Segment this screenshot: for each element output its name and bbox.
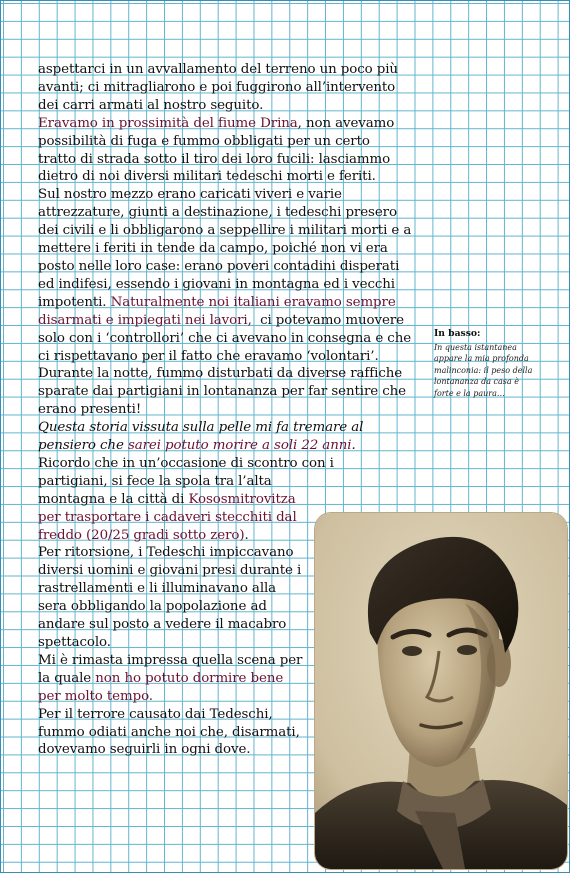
text-line: rastrellamenti e li illuminavano alla	[38, 581, 277, 597]
highlight-text: non ho potuto dormire bene	[95, 670, 284, 686]
text-line: Per il terrore causato dai Tedeschi,	[38, 706, 273, 722]
text-line: solo con i ‘controllori’ che ci avevano in consegna e che	[38, 330, 412, 346]
text-line: posto nelle loro case: erano poveri contadini disperati	[38, 258, 400, 274]
text-line: diversi uomini e giovani presi durante i	[38, 563, 302, 579]
text-line: dei civili e li obbligarono a seppellire i militari morti e a	[38, 223, 412, 239]
highlight-text: Kososmitrovitza	[188, 491, 296, 507]
text-line: spettacolo.	[38, 635, 111, 650]
caption-body	[434, 342, 554, 400]
text-line: andare sul posto a vedere il macabro	[38, 617, 287, 633]
text-line: possibilità di fuga e fummo obbligati per un certo	[38, 133, 370, 149]
text-line	[38, 437, 420, 455]
caption-line: lontananza da casa è	[434, 377, 519, 387]
portrait-illustration	[315, 513, 567, 869]
text-fragment: , non avevamo	[297, 115, 395, 131]
text-line	[38, 294, 420, 312]
highlight-text: sarei potuto morire a soli 22 anni	[127, 438, 352, 454]
text-line: sparate dai partigiani in lontananza per far sentire che	[38, 384, 406, 400]
text-line: fummo odiati anche noi che, disarmati,	[38, 724, 300, 740]
text-line: ci rispettavano per il fatto che eravamo ‘volontari’.	[38, 348, 379, 364]
caption-line: In questa istantanea	[434, 342, 517, 352]
text-fragment: ci potevamo muovere	[251, 312, 404, 328]
text-fragment: .	[244, 527, 249, 543]
caption-title: In basso:	[434, 328, 481, 339]
text-line: Questa storia vissuta sulla pelle mi fa tremare al	[38, 420, 364, 436]
highlight-text: Eravamo in prossimità del fiume Drina	[38, 115, 298, 131]
text-fragment: .	[351, 438, 356, 454]
text-line: avanti; ci mitragliarono e poi fuggirono all’intervento	[38, 79, 396, 95]
text-fragment: pensiero che	[38, 438, 128, 454]
text-line: ed indifesi, essendo i giovani in montagna ed i vecchi	[38, 276, 395, 292]
caption-line: forte e la paura…	[434, 388, 505, 398]
text-line: dietro di noi diversi militari tedeschi morti e feriti.	[38, 169, 376, 185]
text-line: per molto tempo.	[38, 688, 153, 704]
text-line: Ricordo che in un’occasione di scontro con i	[38, 455, 334, 471]
text-line	[38, 312, 420, 330]
text-line: Durante la notte, fummo disturbati da diverse raffiche	[38, 366, 403, 382]
text-fragment: la quale	[38, 670, 96, 686]
text-line: tratto di strada sotto il tiro dei loro fucili: lasciammo	[38, 151, 391, 167]
text-line: erano presenti!	[38, 402, 142, 418]
text-line: Sul nostro mezzo erano caricati viveri e varie	[38, 187, 342, 203]
text-line: mettere i feriti in tende da campo, poiché non vi era	[38, 241, 388, 257]
text-line: dei carri armati al nostro seguito.	[38, 97, 264, 113]
text-line: partigiani, si fece la spola tra l’alta	[38, 473, 272, 489]
text-line: per trasportare i cadaveri stecchiti dal	[38, 509, 297, 525]
text-line: Per ritorsione, i Tedeschi impiccavano	[38, 545, 294, 561]
text-line: aspettarci in un avvallamento del terreno un poco più	[38, 62, 398, 77]
highlight-text: Naturalmente noi italiani eravamo sempre	[110, 294, 396, 310]
text-fragment: impotenti.	[38, 294, 111, 310]
text-line: dovevamo seguirli in ogni dove.	[38, 742, 251, 758]
highlight-text: freddo (20/25 gradi sotto zero)	[38, 527, 245, 543]
text-line: Mi è rimasta impressa quella scena per	[38, 652, 303, 668]
text-line	[38, 491, 420, 509]
portrait-photo	[315, 513, 567, 869]
text-line	[38, 115, 420, 133]
caption-line: appare la mia profonda	[434, 354, 529, 364]
text-line: sera obbligando la popolazione ad	[38, 599, 267, 615]
text-line: attrezzature, giunti a destinazione, i tedeschi presero	[38, 205, 397, 221]
highlight-text: disarmati e impiegati nei lavori,	[38, 312, 252, 328]
caption-line: malinconia: il peso della	[434, 365, 533, 375]
photo-caption	[434, 328, 554, 400]
text-fragment: montagna e la città di	[38, 491, 189, 507]
